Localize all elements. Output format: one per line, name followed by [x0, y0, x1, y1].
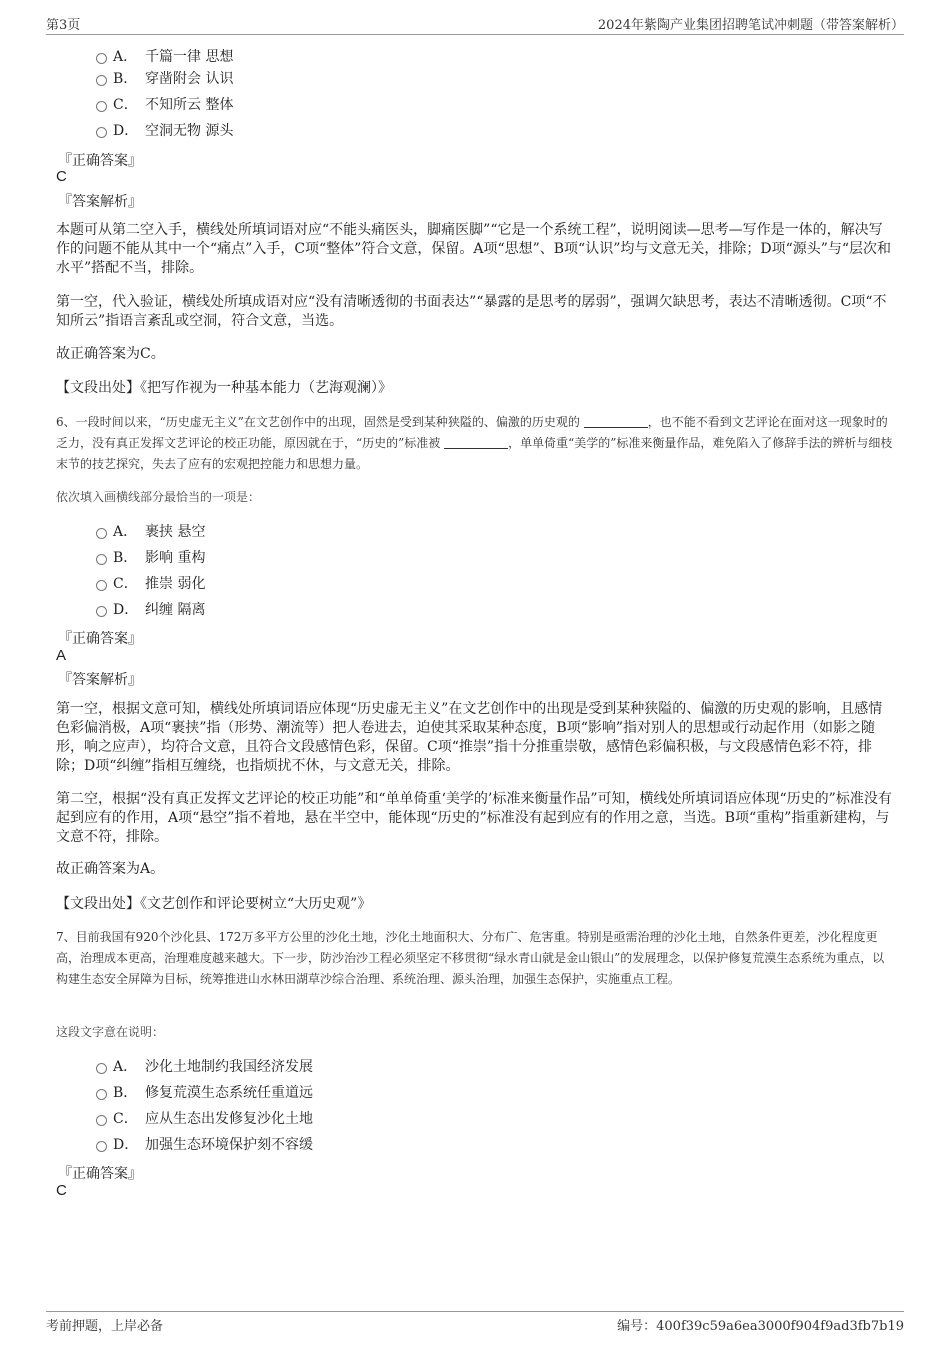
radio-icon[interactable]: [96, 1115, 107, 1126]
q5-analysis-2: 第一空，代入验证，横线处所填成语对应“没有清晰透彻的书面表达”“暴露的是思考的孱弱”，强调欠缺思考，表达不清晰透彻。C项“不知所云”指语言紊乱或空洞，符合文意，当选。: [56, 294, 887, 329]
q6-option-d[interactable]: D． 纠缠 隔离: [96, 600, 205, 620]
q5-option-b[interactable]: B． 穿凿附会 认识: [96, 69, 233, 89]
q5-source: 【文段出处】《把写作视为一种基本能力（艺海观澜）》: [56, 380, 392, 396]
document-code: 编号：400f39c59a6ea3000f904f9ad3fb7b19: [617, 1319, 904, 1334]
document-title: 2024年紫陶产业集团招聘笔试冲刺题（带答案解析）: [597, 18, 904, 33]
radio-icon[interactable]: [96, 554, 107, 565]
q5-analysis-3: 故正确答案为C。: [56, 346, 165, 362]
q7-option-a[interactable]: A． 沙化土地制约我国经济发展: [96, 1057, 313, 1077]
q6-analysis-1: 第一空，根据文意可知，横线处所填词语应体现“历史虚无主义”在文艺创作中的出现是受到某种狭隘的、偏激的历史观的影响，且感情色彩偏消极，A项“裹挟”指（形势、潮流等）把人卷进去，迫使其采取某种态度，B项“影响”指对别人的思想或行动起作用（如影之随形，响之应声），均符合文意，且符合文段感情色彩，保留。C项“推崇”指十分推重崇敬，感情色彩偏积极，与文段感情色彩不符，排除；D项“纠缠”指相互缠绕，也指烦扰不休，与文意无关，排除。: [56, 701, 883, 774]
q7-option-c[interactable]: C． 应从生态出发修复沙化土地: [96, 1109, 313, 1129]
q6-analysis-3: 故正确答案为A。: [56, 861, 165, 877]
q6-answer-label: 『正确答案』: [58, 631, 142, 647]
q6-answer: A: [56, 647, 67, 664]
radio-icon[interactable]: [96, 53, 107, 64]
page-footer: [46, 1311, 904, 1336]
footer-note: 考前押题，上岸必备: [46, 1319, 164, 1334]
q6-option-a[interactable]: A． 裹挟 悬空: [96, 522, 205, 542]
blank-line: [444, 436, 508, 449]
page-header: [46, 14, 904, 35]
blank-line: [584, 415, 648, 428]
q6-option-b[interactable]: B． 影响 重构: [96, 548, 205, 568]
q5-analysis-1: 本题可从第二空入手，横线处所填词语对应“不能头痛医头，脚痛医脚”“它是一个系统工程”，说明阅读—思考—写作是一体的，解决写作的问题不能从其中一个“痛点”入手，C项“整体”符合文意，保留。A项“思想”、B项“认识”均与文意无关，排除；D项“源头”与“层次和水平”搭配不当，排除。: [56, 222, 892, 276]
q7-answer: C: [56, 1182, 67, 1199]
radio-icon[interactable]: [96, 101, 107, 112]
q5-answer-label: 『正确答案』: [58, 153, 142, 169]
q7-question: 7、目前我国有920个沙化县、172万多平方公里的沙化土地，沙化土地面积大、分布广、危害重。特别是亟需治理的沙化土地，自然条件更差，沙化程度更高，治理成本更高，治理难度越来越大。下一步，防沙治沙工程必须坚定不移贯彻“绿水青山就是金山银山”的发展理念，以保护修复荒漠生态系统为重点，以构建生态安全屏障为目标，统筹推进山水林田湖草沙综合治理、系统治理、源头治理，加强生态保护，实施重点工程。: [56, 930, 885, 986]
radio-icon[interactable]: [96, 580, 107, 591]
radio-icon[interactable]: [96, 75, 107, 86]
q6-prompt: 依次填入画横线部分最恰当的一项是：: [56, 490, 261, 504]
q6-source: 【文段出处】《文艺创作和评论要树立“大历史观”》: [56, 896, 372, 912]
q5-option-c[interactable]: C． 不知所云 整体: [96, 95, 233, 115]
page-number: 第3页: [46, 18, 81, 33]
radio-icon[interactable]: [96, 528, 107, 539]
radio-icon[interactable]: [96, 1063, 107, 1074]
q5-answer: C: [56, 168, 67, 185]
q6-analysis-label: 『答案解析』: [58, 672, 142, 688]
q5-option-d[interactable]: D． 空洞无物 源头: [96, 121, 233, 141]
q5-analysis-label: 『答案解析』: [58, 194, 142, 210]
q7-option-d[interactable]: D． 加强生态环境保护刻不容缓: [96, 1135, 313, 1155]
q5-option-a[interactable]: A． 千篇一律 思想: [96, 47, 233, 67]
radio-icon[interactable]: [96, 1089, 107, 1100]
radio-icon[interactable]: [96, 127, 107, 138]
radio-icon[interactable]: [96, 1141, 107, 1152]
q6-question: 6、一段时间以来，“历史虚无主义”在文艺创作中的出现，固然是受到某种狭隘的、偏激的历史观的 ，也不能不看到文艺评论在面对这一现象时的乏力，没有真正发挥文艺评论的校正功能，原因就在于，“历史的”标准被 ，单单倚重“美学的”标准来衡量作品，难免陷入了修辞手法的辨析与细枝末节的技艺探究，失去了应有的宏观把控能力和思想力量。: [56, 415, 893, 471]
q7-option-b[interactable]: B． 修复荒漠生态系统任重道远: [96, 1083, 313, 1103]
q6-option-c[interactable]: C． 推崇 弱化: [96, 574, 205, 594]
q7-prompt: 这段文字意在说明：: [56, 1025, 165, 1039]
q7-answer-label: 『正确答案』: [58, 1166, 142, 1182]
q6-analysis-2: 第二空，根据“没有真正发挥文艺评论的校正功能”和“单单倚重‘美学的’标准来衡量作品”可知，横线处所填词语应体现“历史的”标准没有起到应有的作用，A项“悬空”指不着地，悬在半空中，能体现“历史的”标准没有起到应有的作用之意，当选。B项“重构”指重新建构，与文意不符，排除。: [56, 791, 892, 845]
radio-icon[interactable]: [96, 606, 107, 617]
